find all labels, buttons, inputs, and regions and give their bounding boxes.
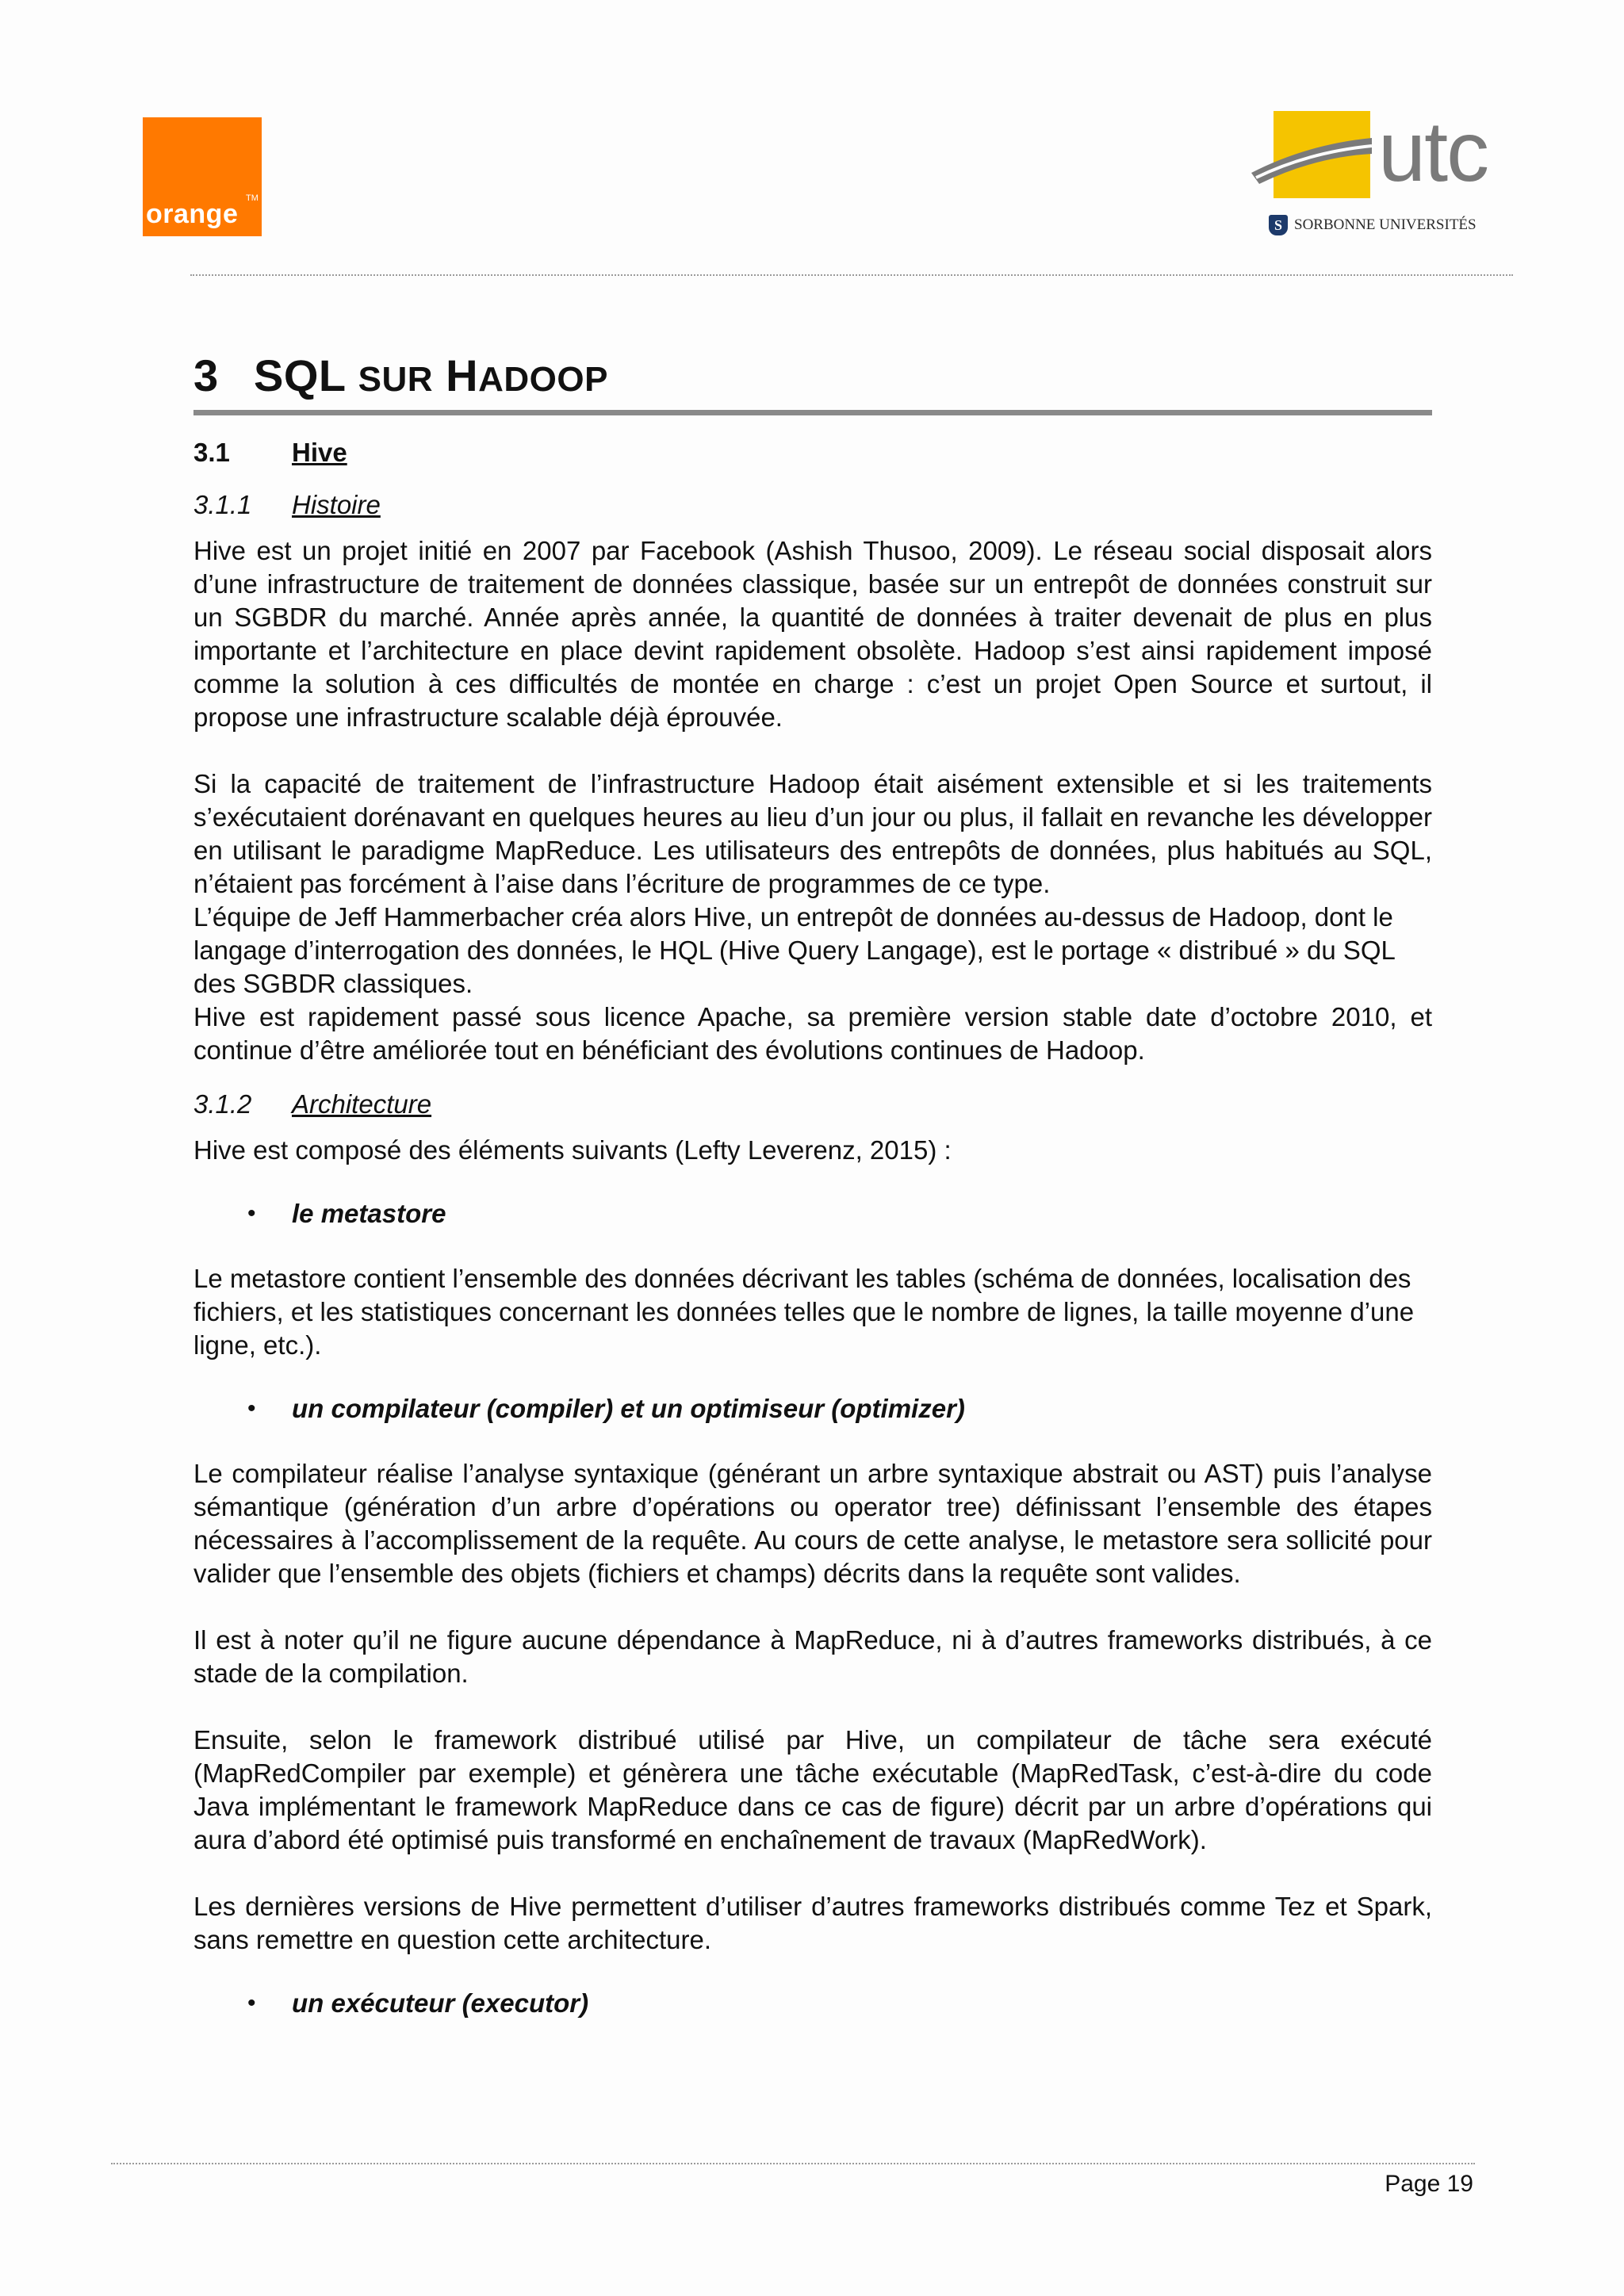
sorbonne-shield-icon: S [1269, 215, 1288, 235]
bullet-dot-icon: • [247, 1395, 256, 1422]
bullet-text: le metastore [292, 1199, 446, 1229]
paragraph-metastore: Le metastore contient l’ensemble des données décrivant les tables (schéma de données, localisation des fichiers, et les statistiques concernant les données telles que le nombre de lignes, la taille moyenne d’une ligne, etc.). [193, 1264, 1415, 1360]
chapter-title-part-d: ADOOP [478, 360, 608, 399]
paragraph-compiler-2: Il est à noter qu’il ne figure aucune dépendance à MapReduce, ni à d’autres frameworks distribués, à ce stade de la compilation. [193, 1625, 1432, 1689]
utc-emblem-icon [1251, 111, 1378, 206]
chapter-number: 3 [193, 350, 219, 400]
bullet-compiler [193, 1394, 1432, 1424]
bullet-text: un compilateur (compiler) et un optimiseur (optimizer) [292, 1394, 965, 1424]
subsection-title: Histoire [292, 490, 381, 520]
chapter-title-part-b: SUR [358, 360, 434, 399]
paragraph-compiler-1: Le compilateur réalise l’analyse syntaxique (générant un arbre syntaxique abstrait ou AST) puis l’analyse sémantique (génération d’un arbre d’opérations ou operator tree) définissant l’ensemble des étapes nécessaires à l’accomplissement de la requête. Au cours de cette analyse, le metastore sera sollicité pour valider que l’ensemble des objets (fichiers et champs) décrits dans la requête sont valides. [193, 1459, 1432, 1589]
paragraph-history-4: Hive est rapidement passé sous licence Apache, sa première version stable date d’octobre 2010, et continue d’être améliorée tout en bénéficiant des évolutions continues de Hadoop. [193, 1002, 1432, 1066]
chapter-title-part-c: H [446, 350, 479, 400]
page-content [193, 349, 1432, 2019]
orange-logo-text: orange [146, 199, 239, 229]
bullet-dot-icon: • [247, 1200, 256, 1227]
sorbonne-universites-label [1269, 215, 1522, 235]
subsection-heading-architecture [193, 1089, 1432, 1119]
section-number: 3.1 [193, 438, 230, 468]
bullet-metastore [193, 1199, 1432, 1229]
chapter-title-part-a: SQL [254, 350, 346, 400]
paragraph-history-3: L’équipe de Jeff Hammerbacher créa alors Hive, un entrepôt de données au-dessus de Hadoop, dont le langage d’interrogation des données, le HQL (Hive Query Langage), est le portage « distribué » du SQL des SGBDR classiques. [193, 902, 1395, 999]
bullet-text: un exécuteur (executor) [292, 1988, 589, 2019]
subsection-number: 3.1.1 [193, 490, 252, 520]
utc-logo-text: utc [1378, 103, 1488, 199]
paragraph-compiler-4: Les dernières versions de Hive permettent d’utiliser d’autres frameworks distribués comme Tez et Spark, sans remettre en question cette architecture. [193, 1892, 1432, 1955]
subsection-heading-histoire [193, 490, 1432, 520]
chapter-title [193, 349, 1432, 415]
section-heading [193, 438, 1432, 468]
utc-logo [1251, 103, 1513, 238]
sorbonne-text: SORBONNE UNIVERSITÉS [1294, 216, 1477, 233]
bullet-dot-icon: • [247, 1990, 256, 2017]
paragraph-compiler-3: Ensuite, selon le framework distribué utilisé par Hive, un compilateur de tâche sera exécuté (MapRedCompiler par exemple) et génèrera une tâche exécutable (MapRedTask, c’est-à-dire du code Java implémentant le framework MapReduce dans ce cas de figure) décrit par un arbre d’opérations qui aura d’abord été optimisé puis transformé en enchaînement de travaux (MapRedWork). [193, 1725, 1432, 1855]
orange-logo [143, 117, 262, 236]
orange-logo-tm: TM [246, 193, 259, 203]
paragraph-history-1: Hive est un projet initié en 2007 par Facebook (Ashish Thusoo, 2009). Le réseau social disposait alors d’une infrastructure de traitement de données classique, basée sur un entrepôt de données construit sur un SGBDR du marché. Année après année, la quantité de données à traiter devenait de plus en plus importante et l’architecture en place devint rapidement obsolète. Hadoop s’est ainsi rapidement imposé comme la solution à ces difficultés de montée en charge : c’est un projet Open Source et surtout, il propose une infrastructure scalable déjà éprouvée. [193, 536, 1432, 733]
page-number: Page 19 [1385, 2171, 1473, 2197]
bullet-executor [193, 1988, 1432, 2019]
section-title: Hive [292, 438, 347, 468]
paragraph-history-2: Si la capacité de traitement de l’infrastructure Hadoop était aisément extensible et si les traitements s’exécutaient dorénavant en quelques heures au lieu d’un jour ou plus, il fallait en revanche les développer en utilisant le paradigme MapReduce. Les utilisateurs des entrepôts de données, plus habitués au SQL, n’étaient pas forcément à l’aise dans l’écriture de programmes de ce type. [193, 769, 1432, 899]
subsection-number: 3.1.2 [193, 1089, 252, 1119]
header-divider [190, 274, 1513, 276]
paragraph-architecture-intro: Hive est composé des éléments suivants (Lefty Leverenz, 2015) : [193, 1135, 952, 1165]
footer-divider [111, 2163, 1475, 2164]
subsection-title: Architecture [292, 1089, 432, 1119]
